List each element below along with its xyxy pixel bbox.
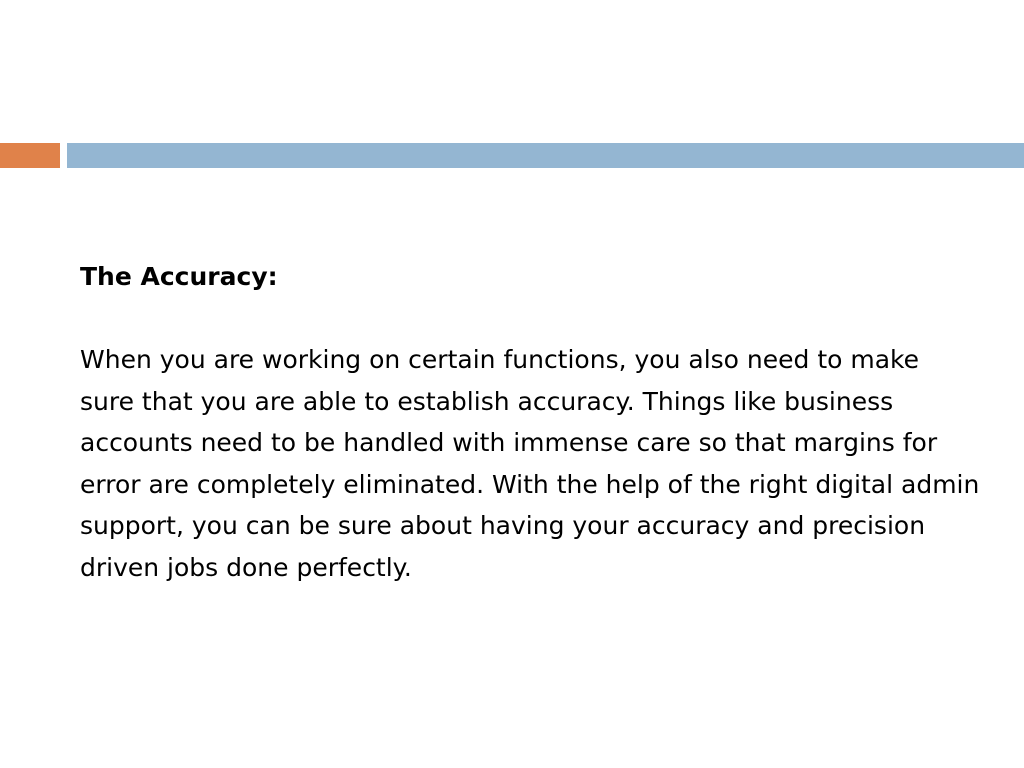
- accent-bar-blue: [67, 143, 1024, 168]
- slide-content: [80, 256, 980, 588]
- accent-block-orange: [0, 143, 60, 168]
- section-heading: The Accuracy:: [80, 262, 278, 291]
- body-paragraph: When you are working on certain functions, you also need to make sure that you are able to establish accuracy. Things like business accounts need to be handled with immense care so that margins for error are completely eliminated. With the help of the right digital admin support, you can be sure about having your accuracy and precision driven jobs done perfectly.: [80, 345, 980, 582]
